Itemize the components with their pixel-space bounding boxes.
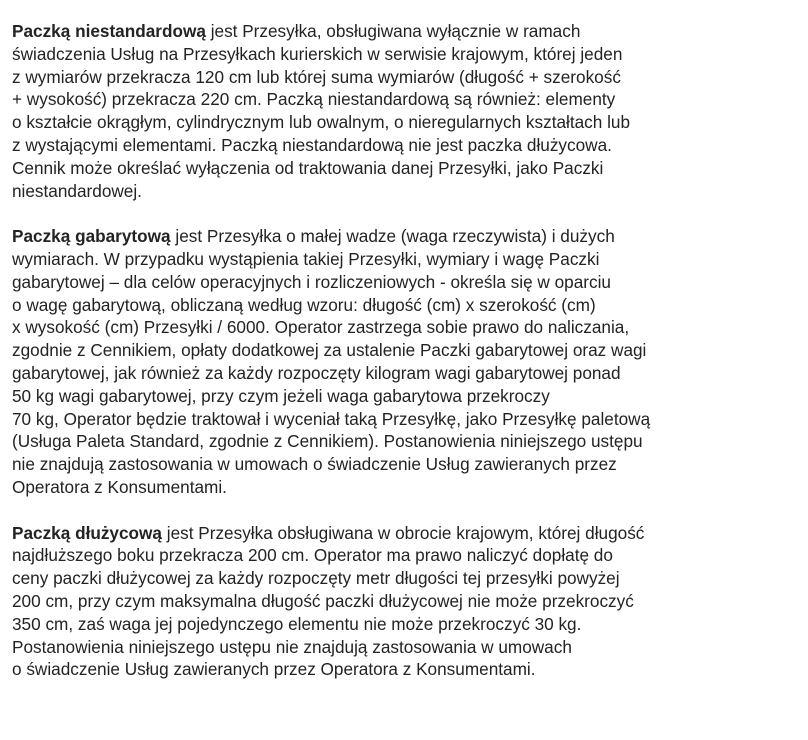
text-line: o kształcie okrągłym, cylindrycznym lub owalnym, o nieregularnych kształtach lub [12,112,631,133]
text-line: 50 kg wagi gabarytowej, przy czym jeżeli waga gabarytowa przekroczy [12,385,550,406]
text-line: 200 cm, przy czym maksymalna długość paczki dłużycowej nie może przekroczyć [12,590,634,611]
paragraph-niestandardowa [12,20,808,202]
term-niestandardowa: Paczką niestandardową [12,21,206,41]
text-line: z wymiarów przekracza 120 cm lub której suma wymiarów (długość + szerokość [12,66,621,87]
term-dluzycowa: Paczką dłużycową [12,522,162,543]
text-line: niestandardowej. [12,180,142,201]
paragraph-dluzycowa [12,522,808,682]
text-line: z wystającymi elementami. Paczką niestandardową nie jest paczka dłużycowa. [12,134,612,155]
line-text: jest Przesyłka o małej wadze (waga rzeczywista) i dużych [170,226,615,247]
text-line: gabarytowej – dla celów operacyjnych i rozliczeniowych - określa się w oparciu [12,271,611,292]
paragraph-gabarytowa [12,225,808,499]
text-line [12,522,808,545]
text-line: najdłuższego boku przekracza 200 cm. Operator ma prawo naliczyć dopłatę do [12,545,613,566]
text-line: (Usługa Paleta Standard, zgodnie z Cennikiem). Postanowienia niniejszego ustępu [12,431,643,452]
text-line: + wysokość) przekracza 220 cm. Paczką niestandardową są również: elementy [12,89,616,110]
term-gabarytowa: Paczką gabarytową [12,226,171,247]
text-line: Postanowienia niniejszego ustępu nie znajdują zastosowania w umowach [12,636,572,657]
text-line: 70 kg, Operator będzie traktował i wyceniał taką Przesyłkę, jako Przesyłkę paletową [12,408,651,429]
line-text: jest Przesyłka, obsługiwana wyłącznie w ramach [205,21,581,41]
text-line [12,225,808,248]
text-line: nie znajdują zastosowania w umowach o świadczenie Usług zawieranych przez [12,454,617,475]
text-line: ceny paczki dłużycowej za każdy rozpoczęty metr długości tej przesyłki powyżej [12,568,620,589]
text-line: zgodnie z Cennikiem, opłaty dodatkowej za ustalenie Paczki gabarytowej oraz wagi [12,340,647,361]
text-line: Cennik może określać wyłączenia od traktowania danej Przesyłki, jako Paczki [12,157,604,178]
text-line [12,20,808,43]
text-line: 350 cm, zaś waga jej pojedynczego elementu nie może przekroczyć 30 kg. [12,613,582,634]
line-text: jest Przesyłka obsługiwana w obrocie krajowym, której długość [161,522,645,543]
text-line: Operatora z Konsumentami. [12,476,227,497]
text-line: x wysokość (cm) Przesyłki / 6000. Operator zastrzega sobie prawo do naliczania, [12,317,630,338]
text-line: wymiarach. W przypadku wystąpienia takiej Przesyłki, wymiary i wagę Paczki [12,248,600,269]
text-line: o wagę gabarytową, obliczaną według wzoru: długość (cm) x szerokość (cm) [12,294,596,315]
text-line: gabarytowej, jak również za każdy rozpoczęty kilogram wagi gabarytowej ponad [12,362,621,383]
text-line: świadczenia Usług na Przesyłkach kurierskich w serwisie krajowym, której jeden [12,43,623,64]
text-line: o świadczenie Usług zawieranych przez Operatora z Konsumentami. [12,659,536,680]
